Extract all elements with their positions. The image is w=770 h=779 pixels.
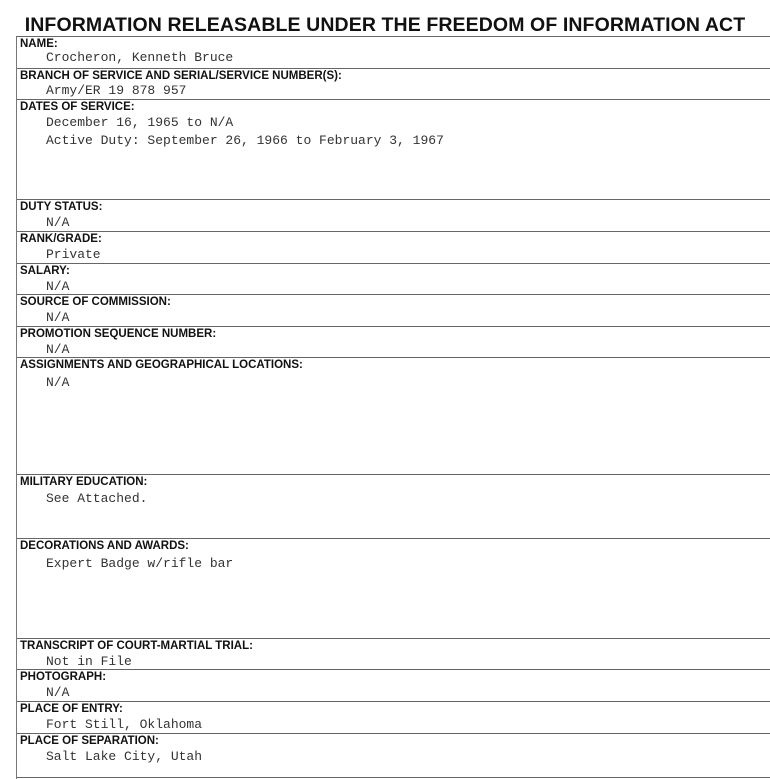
field-military-education xyxy=(17,474,770,539)
field-value: Salt Lake City, Utah xyxy=(46,749,203,764)
field-place-of-separation xyxy=(17,733,770,778)
field-label: SOURCE OF COMMISSION: xyxy=(20,296,171,308)
field-value: Crocheron, Kenneth Bruce xyxy=(46,50,234,65)
field-value: N/A xyxy=(46,342,70,357)
field-promotion-sequence xyxy=(17,326,770,358)
form-title: INFORMATION RELEASABLE UNDER THE FREEDOM OF INFORMATION ACT xyxy=(24,14,746,36)
field-label: ASSIGNMENTS AND GEOGRAPHICAL LOCATIONS: xyxy=(20,359,303,371)
field-value: December 16, 1965 to N/A xyxy=(46,115,234,130)
field-dates-of-service xyxy=(17,99,770,200)
field-label: RANK/GRADE: xyxy=(20,233,102,245)
form-bottom-rule xyxy=(17,777,770,778)
field-label: SALARY: xyxy=(20,265,70,277)
field-value: N/A xyxy=(46,279,70,294)
field-value: Private xyxy=(46,247,101,262)
field-value: Active Duty: September 26, 1966 to February 3, 1967 xyxy=(46,133,444,148)
field-rank-grade xyxy=(17,231,770,264)
field-value: N/A xyxy=(46,310,70,325)
field-label: MILITARY EDUCATION: xyxy=(20,476,148,488)
field-label: BRANCH OF SERVICE AND SERIAL/SERVICE NUMBER(S): xyxy=(20,70,342,82)
field-value: Army/ER 19 878 957 xyxy=(46,83,187,98)
field-name xyxy=(17,36,770,69)
field-label: NAME: xyxy=(20,38,58,50)
field-place-of-entry xyxy=(17,701,770,734)
field-value: See Attached. xyxy=(46,491,148,506)
field-value: N/A xyxy=(46,215,70,230)
field-court-martial-transcript xyxy=(17,638,770,670)
field-value: Fort Still, Oklahoma xyxy=(46,717,203,732)
field-label: DUTY STATUS: xyxy=(20,201,103,213)
field-label: DECORATIONS AND AWARDS: xyxy=(20,540,189,552)
field-duty-status xyxy=(17,199,770,232)
field-value: Expert Badge w/rifle bar xyxy=(46,556,234,571)
field-label: TRANSCRIPT OF COURT-MARTIAL TRIAL: xyxy=(20,640,253,652)
field-label: PLACE OF SEPARATION: xyxy=(20,735,159,747)
field-value: N/A xyxy=(46,375,70,390)
field-branch xyxy=(17,68,770,100)
field-label: PHOTOGRAPH: xyxy=(20,671,107,683)
field-assignments xyxy=(17,357,770,475)
field-value: Not in File xyxy=(46,654,132,669)
field-salary xyxy=(17,263,770,295)
field-value: N/A xyxy=(46,685,70,700)
field-decorations-awards xyxy=(17,538,770,639)
field-label: PLACE OF ENTRY: xyxy=(20,703,123,715)
field-source-of-commission xyxy=(17,294,770,327)
field-label: PROMOTION SEQUENCE NUMBER: xyxy=(20,328,217,340)
field-photograph xyxy=(17,669,770,702)
field-label: DATES OF SERVICE: xyxy=(20,101,135,113)
